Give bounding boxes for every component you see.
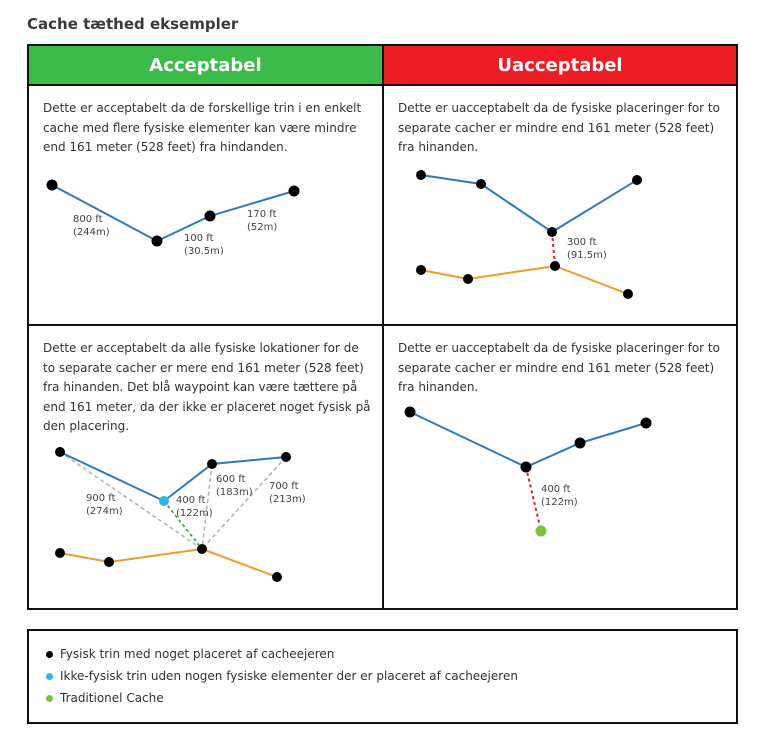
physical-waypoint [152, 236, 163, 247]
proximity-violation-line [526, 467, 541, 531]
header-acceptable: Acceptabel [29, 46, 384, 86]
cache-path-blue [410, 412, 646, 467]
page-title: Cache tæthed eksempler [27, 15, 239, 33]
physical-waypoint [55, 447, 65, 457]
physical-waypoint [476, 179, 486, 189]
legend-label: Fysisk trin med noget placeret af cacheejeren [60, 647, 335, 661]
virtual-waypoint [159, 496, 169, 506]
distance-label: 100 ft [184, 233, 214, 244]
distance-label: (122m) [176, 508, 213, 519]
distance-label: (91.5m) [567, 250, 607, 261]
distance-label: 170 ft [247, 209, 277, 220]
examples-grid [27, 44, 738, 610]
cell-description: Dette er uacceptabelt da de fysiske placeringer for to separate cacher er mindre end 161 meter (528 feet) fra hinanden. [398, 341, 720, 394]
physical-waypoint [623, 289, 633, 299]
physical-waypoint [289, 186, 300, 197]
distance-label: (213m) [269, 494, 306, 505]
cache-path-blue [421, 175, 637, 232]
physical-waypoint [641, 418, 652, 429]
diagram-acceptable-2 [29, 326, 384, 608]
cell-acceptable-2 [29, 326, 384, 608]
diagram-unacceptable-1 [384, 86, 736, 326]
cell-unacceptable-2 [384, 326, 736, 608]
distance-label: 400 ft [541, 484, 571, 495]
distance-label: 800 ft [73, 214, 103, 225]
legend-label: Traditionel Cache [60, 691, 164, 705]
physical-waypoint [197, 544, 207, 554]
physical-waypoint [104, 557, 114, 567]
physical-dot-icon [46, 651, 53, 658]
physical-waypoint [521, 462, 532, 473]
physical-waypoint [205, 211, 216, 222]
legend-item-traditional [46, 691, 164, 705]
distance-label: (183m) [216, 487, 253, 498]
physical-waypoint [55, 548, 65, 558]
physical-waypoint [47, 180, 58, 191]
legend [27, 629, 738, 724]
physical-waypoint [281, 452, 291, 462]
header-unacceptable: Uacceptabel [384, 46, 736, 86]
physical-waypoint [405, 407, 416, 418]
cell-description: Dette er acceptabelt da alle fysiske lokationer for de to separate cacher er mere end 161 meter (528 feet) fra hinanden. Det blå waypoint kan være tættere på end 161 meter, da der ikke er placeret noget fysisk på den placering. [43, 341, 371, 433]
cache-path-orange [421, 266, 628, 294]
physical-waypoint [463, 274, 473, 284]
legend-label: Ikke-fysisk trin uden nogen fysiske elementer der er placeret af cacheejeren [60, 669, 518, 683]
cell-description: Dette er acceptabelt da de forskellige trin i en enkelt cache med flere fysiske elementer kan være mindre end 161 meter (528 feet) fra hindanden. [43, 101, 362, 154]
physical-waypoint [632, 175, 642, 185]
distance-label: (122m) [541, 497, 578, 508]
legend-item-physical [46, 647, 334, 661]
physical-waypoint [207, 459, 217, 469]
distance-label: (30.5m) [184, 246, 224, 257]
distance-label: (52m) [247, 222, 278, 233]
cell-description: Dette er uacceptabelt da de fysiske placeringer for to separate cacher er mindre end 161 meter (528 feet) fra hinanden. [398, 101, 720, 154]
cache-path-orange [60, 549, 277, 577]
physical-waypoint [272, 572, 282, 582]
legend-item-virtual [46, 669, 518, 683]
physical-waypoint [550, 261, 560, 271]
traditional-dot-icon [46, 695, 53, 702]
physical-waypoint [416, 170, 426, 180]
distance-label: 900 ft [86, 493, 116, 504]
proximity-violation-line [552, 232, 555, 266]
diagram-acceptable-1 [29, 86, 384, 326]
traditional-cache [536, 526, 547, 537]
distance-label: (274m) [86, 506, 123, 517]
cell-unacceptable-1 [384, 86, 736, 326]
virtual-dot-icon [46, 673, 53, 680]
physical-waypoint [575, 438, 586, 449]
cell-acceptable-1 [29, 86, 384, 326]
physical-waypoint [547, 227, 557, 237]
distance-label: 700 ft [269, 481, 299, 492]
distance-label: (244m) [73, 227, 110, 238]
physical-waypoint [416, 265, 426, 275]
distance-label: 400 ft [176, 495, 206, 506]
distance-label: 600 ft [216, 474, 246, 485]
diagram-unacceptable-2 [384, 326, 736, 608]
distance-label: 300 ft [567, 237, 597, 248]
distance-line-grey [202, 464, 212, 549]
